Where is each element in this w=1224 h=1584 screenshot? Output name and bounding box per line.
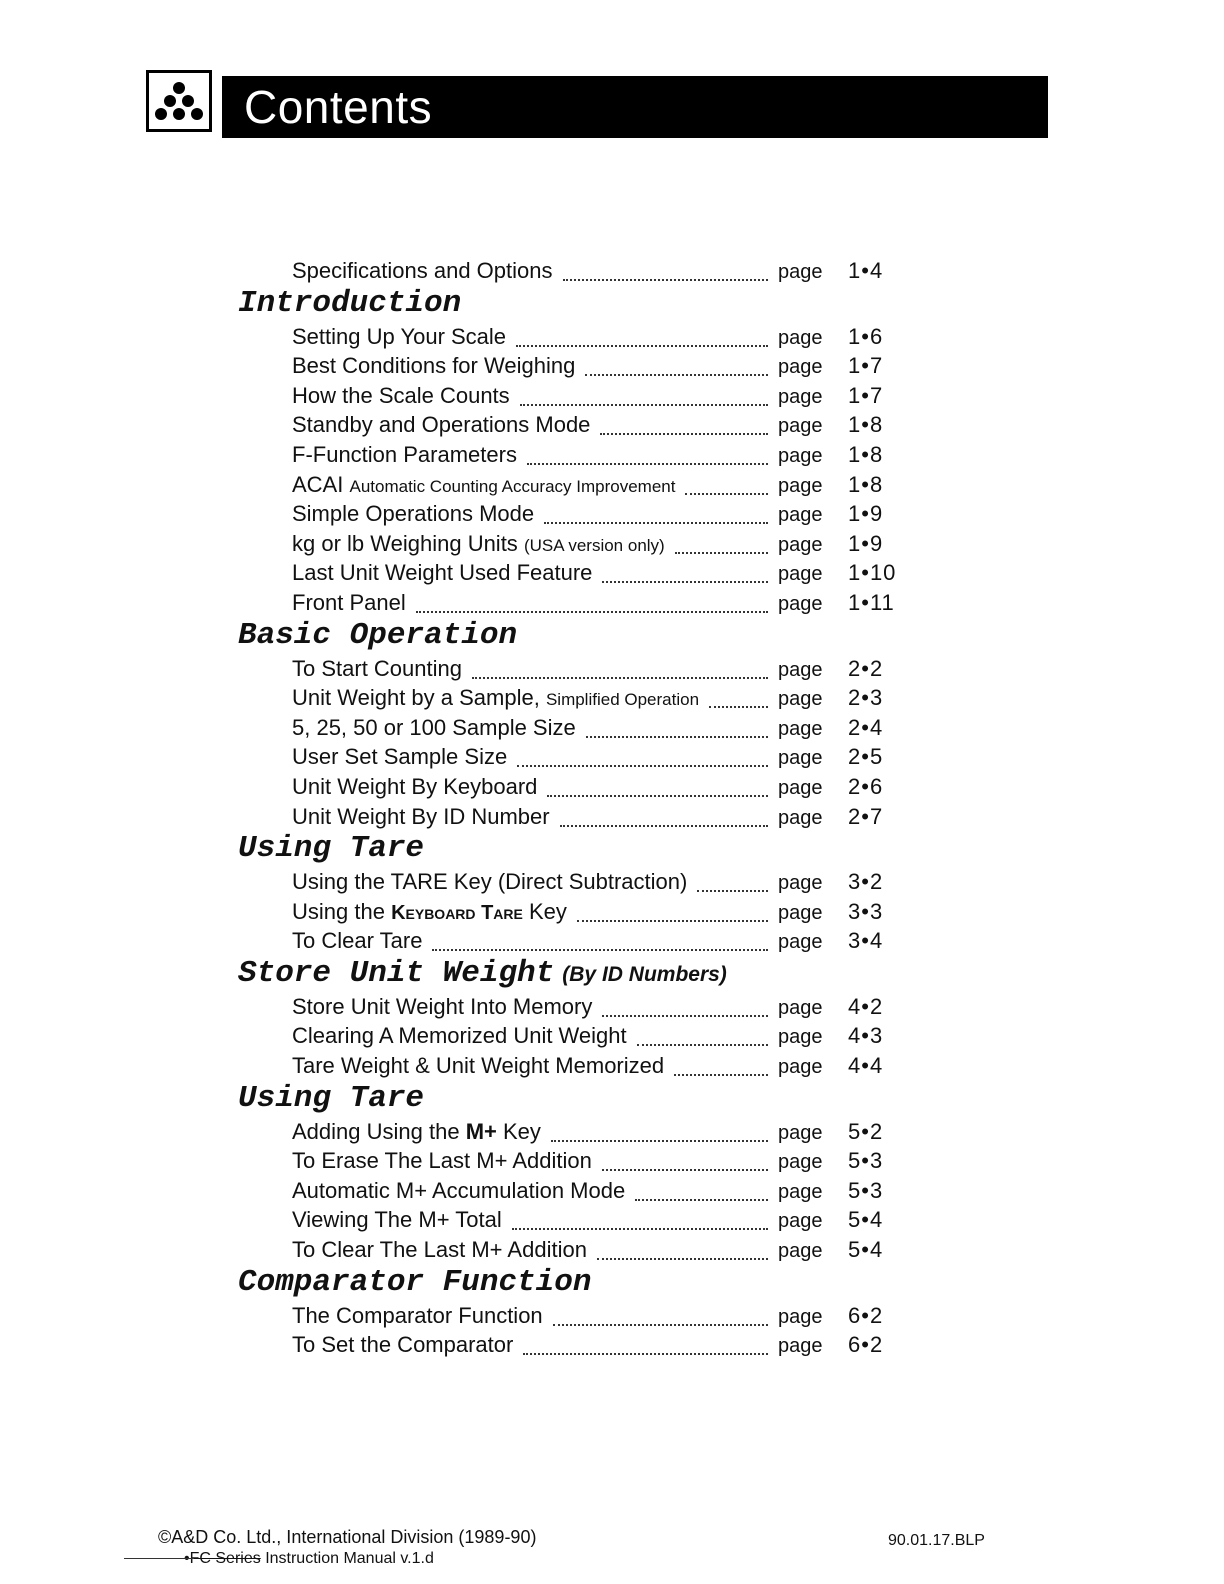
toc-page-number: 5•2 xyxy=(848,1118,884,1144)
toc-entry xyxy=(292,1117,892,1147)
toc-page-word: page xyxy=(778,996,823,1019)
three-dots-triangle-icon xyxy=(153,77,205,125)
section-heading-text: Store Unit Weight xyxy=(238,955,555,991)
table-of-contents xyxy=(236,256,916,1360)
leader-dots xyxy=(709,703,768,708)
title-bar xyxy=(222,76,1048,138)
toc-entry xyxy=(292,558,897,588)
toc-page-number: 5•3 xyxy=(848,1177,884,1203)
logo xyxy=(146,70,212,132)
toc-page-number: 4•2 xyxy=(848,993,884,1019)
toc-page-word: page xyxy=(778,1180,823,1203)
leader-dots xyxy=(602,1166,768,1171)
toc-entry-label xyxy=(292,992,592,1022)
toc-entry-keyname: Keyboard Tare xyxy=(391,901,523,924)
toc-entry-title: Standby and Operations Mode xyxy=(292,412,591,438)
toc-entry-title: ACAI xyxy=(292,471,344,497)
toc-entry-title: F-Function Parameters xyxy=(292,441,517,467)
leader-dots xyxy=(516,342,768,347)
toc-entry xyxy=(292,867,892,897)
footer-code: 90.01.17.BLP xyxy=(888,1532,985,1549)
page-title: Contents xyxy=(244,81,433,133)
toc-entry-label xyxy=(292,772,537,802)
toc-entry xyxy=(292,1330,892,1360)
leader-dots xyxy=(472,674,768,679)
toc-page-word: page xyxy=(778,1240,823,1263)
toc-entry xyxy=(292,529,892,559)
toc-page-number: 1•6 xyxy=(848,323,884,349)
leader-dots xyxy=(586,733,768,738)
toc-entry-label xyxy=(292,742,507,772)
toc-entry xyxy=(292,588,895,618)
toc-entry-label xyxy=(292,1051,664,1081)
toc-entry-label xyxy=(292,1205,502,1235)
toc-entry-label xyxy=(292,802,550,832)
toc-page-word: page xyxy=(778,717,823,740)
toc-entry xyxy=(292,897,892,927)
toc-page-number: 2•3 xyxy=(848,685,884,711)
toc-entry-label xyxy=(292,1330,513,1360)
leader-dots xyxy=(697,887,768,892)
toc-page-word: page xyxy=(778,592,823,615)
toc-page-number: 4•4 xyxy=(848,1053,884,1079)
leader-dots xyxy=(602,578,768,583)
toc-entry-keyname: M+ xyxy=(465,1118,497,1144)
section-heading-note: (By ID Numbers) xyxy=(562,962,727,986)
footer-manual: Instruction Manual v.1.d xyxy=(265,1550,434,1567)
toc-page-word: page xyxy=(778,776,823,799)
toc-page-number: 2•7 xyxy=(848,803,884,829)
toc-entry xyxy=(292,1176,892,1206)
toc-page-number: 1•7 xyxy=(848,353,884,379)
toc-entry-label xyxy=(292,470,675,502)
toc-entry xyxy=(292,654,892,684)
toc-page-word: page xyxy=(778,533,823,556)
leader-dots xyxy=(560,822,768,827)
section-heading xyxy=(238,831,916,867)
toc-page-word: page xyxy=(778,747,823,770)
toc-entry xyxy=(292,470,892,500)
toc-page-word: page xyxy=(778,1210,823,1233)
toc-entry-title: Setting Up Your Scale xyxy=(292,323,507,349)
toc-entry-label xyxy=(292,1235,587,1265)
toc-page-number: 2•4 xyxy=(848,714,884,740)
toc-page-word: page xyxy=(778,415,823,438)
toc-entry-title: Viewing The M+ Total xyxy=(292,1207,502,1233)
toc-entry-label xyxy=(292,713,576,743)
toc-entry-title: Using the TARE Key (Direct Subtraction) xyxy=(292,869,688,895)
toc-page-number: 1•11 xyxy=(848,589,895,615)
toc-page-word: page xyxy=(778,261,823,283)
toc-entry xyxy=(292,499,892,529)
toc-page-word: page xyxy=(778,385,823,408)
leader-dots xyxy=(523,1350,768,1355)
toc-entry-label xyxy=(292,440,517,470)
toc-page-number: 3•4 xyxy=(848,928,884,954)
toc-page-word: page xyxy=(778,1335,823,1358)
section-heading xyxy=(238,618,916,654)
toc-entry-label xyxy=(292,897,567,929)
toc-entry-subtitle: Simplified Operation xyxy=(545,690,700,710)
toc-entry xyxy=(292,256,892,286)
toc-entry xyxy=(292,1205,892,1235)
toc-page-word: page xyxy=(778,1305,823,1328)
toc-entry xyxy=(292,1301,892,1331)
toc-page-number: 2•2 xyxy=(848,655,884,681)
leader-dots xyxy=(675,549,768,554)
toc-page-number: 2•6 xyxy=(848,773,884,799)
leader-dots xyxy=(674,1071,768,1076)
toc-page-number: 2•5 xyxy=(848,744,884,770)
toc-entry-subtitle: (USA version only) xyxy=(523,535,665,555)
section-heading xyxy=(238,1081,916,1117)
toc-entry-title: 5, 25, 50 or 100 Sample Size xyxy=(292,714,576,740)
toc-page-number: 3•3 xyxy=(848,898,884,924)
leader-dots xyxy=(520,401,768,406)
toc-page-number: 1•8 xyxy=(848,412,884,438)
toc-entry xyxy=(292,1235,892,1265)
toc-page-word: page xyxy=(778,1026,823,1049)
leader-dots xyxy=(577,917,768,922)
footer-rule xyxy=(124,1558,194,1559)
toc-entry-subtitle: Automatic Counting Accuracy Improvement xyxy=(349,476,676,496)
toc-entry xyxy=(292,802,892,832)
toc-entry-label xyxy=(292,529,665,561)
toc-page-word: page xyxy=(778,1056,823,1079)
leader-dots xyxy=(600,430,768,435)
toc-page-word: page xyxy=(778,1151,823,1174)
toc-entry-title: Store Unit Weight Into Memory xyxy=(292,993,593,1019)
toc-entry-title: Best Conditions for Weighing xyxy=(292,353,576,379)
toc-entry-label xyxy=(292,1021,627,1051)
toc-page-word: page xyxy=(778,444,823,467)
footer-manual-line xyxy=(158,1548,536,1570)
toc-entry-title: Unit Weight By Keyboard xyxy=(292,773,538,799)
toc-page-number: 4•3 xyxy=(848,1023,884,1049)
leader-dots xyxy=(585,371,768,376)
toc-entry-title: Last Unit Weight Used Feature xyxy=(292,560,593,586)
section-heading-text: Using Tare xyxy=(238,1080,425,1116)
toc-entry-title: Front Panel xyxy=(292,589,406,615)
leader-dots xyxy=(685,490,768,495)
toc-entry-label xyxy=(292,558,592,588)
toc-entry-label xyxy=(292,867,687,897)
toc-page-word: page xyxy=(778,931,823,954)
toc-entry-label xyxy=(292,654,462,684)
toc-entry xyxy=(292,351,892,381)
toc-page-number: 1•10 xyxy=(848,560,897,586)
leader-dots xyxy=(553,1321,768,1326)
toc-entry-label xyxy=(292,1146,592,1176)
toc-entry xyxy=(292,322,892,352)
toc-page-word: page xyxy=(778,872,823,895)
toc-entry-title: Using the xyxy=(292,898,385,924)
toc-page-word: page xyxy=(778,1121,823,1144)
toc-entry-title: To Start Counting xyxy=(292,655,462,681)
toc-page-word: page xyxy=(778,806,823,829)
toc-entry-label xyxy=(292,926,422,956)
toc-entry xyxy=(292,992,892,1022)
leader-dots xyxy=(563,276,769,281)
toc-entry-title: To Clear Tare xyxy=(292,928,423,954)
toc-entry-title: Tare Weight & Unit Weight Memorized xyxy=(292,1053,665,1079)
toc-page-number: 1•8 xyxy=(848,471,884,497)
toc-entry-label xyxy=(292,1301,543,1331)
toc-page-number: 1•9 xyxy=(848,501,884,527)
toc-page-number: 1•7 xyxy=(848,382,884,408)
toc-entry-label xyxy=(292,683,699,715)
toc-page-number: 6•2 xyxy=(848,1332,884,1358)
section-heading xyxy=(238,1265,916,1301)
toc-page-number: 1•8 xyxy=(848,441,884,467)
toc-entry xyxy=(292,410,892,440)
footer-copyright: ©A&D Co. Ltd., International Division (1989-90) xyxy=(158,1527,537,1547)
toc-entry-title: User Set Sample Size xyxy=(292,744,508,770)
leader-dots xyxy=(547,792,768,797)
toc-entry-title: How the Scale Counts xyxy=(292,382,510,408)
leader-dots xyxy=(527,460,768,465)
toc-page-word: page xyxy=(778,356,823,379)
toc-page-number: 5•3 xyxy=(848,1148,884,1174)
toc-page-word: page xyxy=(778,658,823,681)
toc-entry-label xyxy=(292,410,590,440)
leader-dots xyxy=(544,519,768,524)
section-heading-text: Basic Operation xyxy=(238,617,518,653)
toc-page-word: page xyxy=(778,563,823,586)
leader-dots xyxy=(517,762,768,767)
leader-dots xyxy=(597,1255,768,1260)
toc-page-number: 1•9 xyxy=(848,530,884,556)
toc-page-number: 3•2 xyxy=(848,869,884,895)
toc-entry-label xyxy=(292,588,406,618)
toc-entry-title: Simple Operations Mode xyxy=(292,501,535,527)
toc-entry-title: kg or lb Weighing Units xyxy=(292,530,518,556)
toc-entry xyxy=(292,713,892,743)
leader-dots xyxy=(512,1225,768,1230)
toc-entry-label xyxy=(292,1176,625,1206)
toc-entry-title: To Clear The Last M+ Addition xyxy=(292,1237,587,1263)
section-heading xyxy=(238,286,916,322)
toc-entry xyxy=(292,683,892,713)
section-heading-text: Using Tare xyxy=(238,831,425,867)
leader-dots xyxy=(602,1012,768,1017)
leader-dots xyxy=(551,1137,768,1142)
toc-entry-title-suffix: Key xyxy=(529,898,567,924)
section-heading xyxy=(238,956,916,992)
section-heading-text: Introduction xyxy=(238,285,462,321)
toc-entry-label xyxy=(292,1117,541,1147)
toc-entry xyxy=(292,1021,892,1051)
toc-entry-label xyxy=(292,256,553,286)
leader-dots xyxy=(432,946,768,951)
toc-entry xyxy=(292,926,892,956)
toc-entry xyxy=(292,381,892,411)
toc-entry-title: Adding Using the xyxy=(292,1118,460,1144)
toc-page-word: page xyxy=(778,504,823,527)
toc-entry-title: Clearing A Memorized Unit Weight xyxy=(292,1023,627,1049)
toc-page-word: page xyxy=(778,474,823,497)
section-heading-text: Comparator Function xyxy=(238,1264,592,1300)
toc-entry-title: To Set the Comparator xyxy=(292,1332,514,1358)
leader-dots xyxy=(635,1196,768,1201)
toc-page-number: 5•4 xyxy=(848,1237,884,1263)
toc-entry-title: Specifications and Options xyxy=(292,258,553,283)
toc-entry-title: To Erase The Last M+ Addition xyxy=(292,1148,592,1174)
page-header xyxy=(146,70,1048,136)
toc-entry-title: Automatic M+ Accumulation Mode xyxy=(292,1177,626,1203)
toc-page-word: page xyxy=(778,326,823,349)
footer-series: •FC Series xyxy=(184,1550,261,1567)
toc-entry-label xyxy=(292,351,575,381)
toc-entry xyxy=(292,742,892,772)
toc-page-word: page xyxy=(778,688,823,711)
toc-entry xyxy=(292,772,892,802)
toc-page-number: 1•4 xyxy=(848,258,884,283)
toc-entry-title: The Comparator Function xyxy=(292,1302,543,1328)
toc-entry xyxy=(292,1146,892,1176)
toc-entry-title: Unit Weight by a Sample, xyxy=(292,685,540,711)
leader-dots xyxy=(637,1041,768,1046)
toc-entry-title: Unit Weight By ID Number xyxy=(292,803,550,829)
footer-left xyxy=(158,1526,536,1570)
toc-entry-label xyxy=(292,381,510,411)
leader-dots xyxy=(416,608,768,613)
toc-page-number: 6•2 xyxy=(848,1302,884,1328)
toc-page-number: 5•4 xyxy=(848,1207,884,1233)
toc-entry-label xyxy=(292,499,534,529)
toc-entry-label xyxy=(292,322,506,352)
toc-entry-title-suffix: Key xyxy=(503,1118,541,1144)
toc-page-word: page xyxy=(778,901,823,924)
toc-entry xyxy=(292,1051,892,1081)
toc-entry xyxy=(292,440,892,470)
